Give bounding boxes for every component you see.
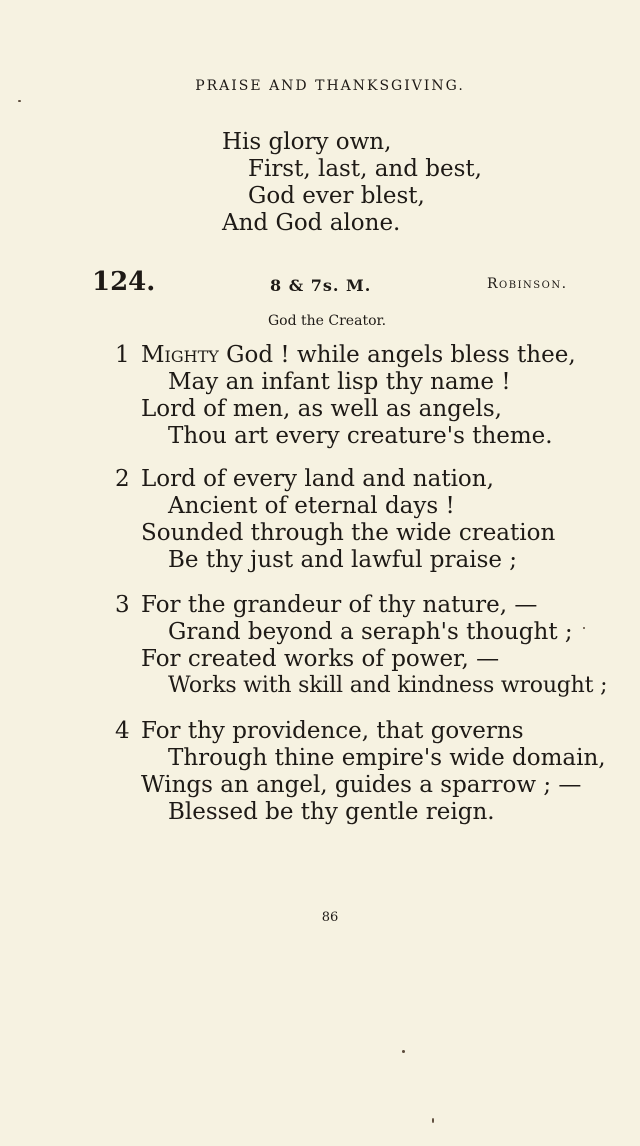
verse-line: Lord of every land and nation, bbox=[141, 466, 494, 492]
verse-line: Be thy just and lawful praise ; bbox=[168, 547, 518, 573]
hymn-meter: 8 & 7s. M. bbox=[270, 276, 372, 295]
paper-speck bbox=[18, 100, 21, 102]
verse-line: For created works of power, — bbox=[141, 646, 500, 672]
verse-number: 1 bbox=[115, 342, 130, 368]
verse-line: May an infant lisp thy name ! bbox=[168, 369, 511, 395]
page-number: 86 bbox=[321, 910, 339, 925]
paper-speck bbox=[583, 627, 585, 629]
prev-hymn-line: His glory own, bbox=[222, 129, 392, 155]
verse-line: Sounded through the wide creation bbox=[141, 520, 556, 546]
running-head: PRAISE AND THANKSGIVING. bbox=[195, 78, 465, 94]
verse-line: Wings an angel, guides a sparrow ; — bbox=[141, 772, 582, 798]
verse-line: For the grandeur of thy nature, — bbox=[141, 592, 538, 618]
verse-line: Lord of men, as well as angels, bbox=[141, 396, 502, 422]
verse-line: For thy providence, that governs bbox=[141, 718, 524, 744]
prev-hymn-line: And God alone. bbox=[222, 210, 401, 236]
verse-number: 4 bbox=[115, 718, 130, 744]
hymn-composer: Robinson. bbox=[487, 276, 568, 292]
verse-line: Works with skill and kindness wrought ; bbox=[168, 673, 608, 698]
prev-hymn-line: First, last, and best, bbox=[248, 156, 482, 182]
verse-line: Grand beyond a seraph's thought ; bbox=[168, 619, 573, 645]
verse-line: Blessed be thy gentle reign. bbox=[168, 799, 495, 825]
prev-hymn-line: God ever blest, bbox=[248, 183, 425, 209]
verse-line: Through thine empire's wide domain, bbox=[168, 745, 606, 771]
hymn-title: God the Creator. bbox=[268, 313, 387, 329]
paper-speck bbox=[432, 1118, 434, 1123]
verse-line bbox=[141, 341, 576, 369]
verse-number: 3 bbox=[115, 592, 130, 618]
verse-line: Thou art every creature's theme. bbox=[168, 423, 553, 449]
paper-speck bbox=[402, 1050, 405, 1053]
verse-lead-word: Mighty bbox=[141, 342, 219, 368]
verse-number: 2 bbox=[115, 466, 130, 492]
verse-line-rest: God ! while angels bless thee, bbox=[218, 342, 576, 368]
hymn-number: 124. bbox=[92, 267, 156, 297]
verse-line: Ancient of eternal days ! bbox=[168, 493, 455, 519]
